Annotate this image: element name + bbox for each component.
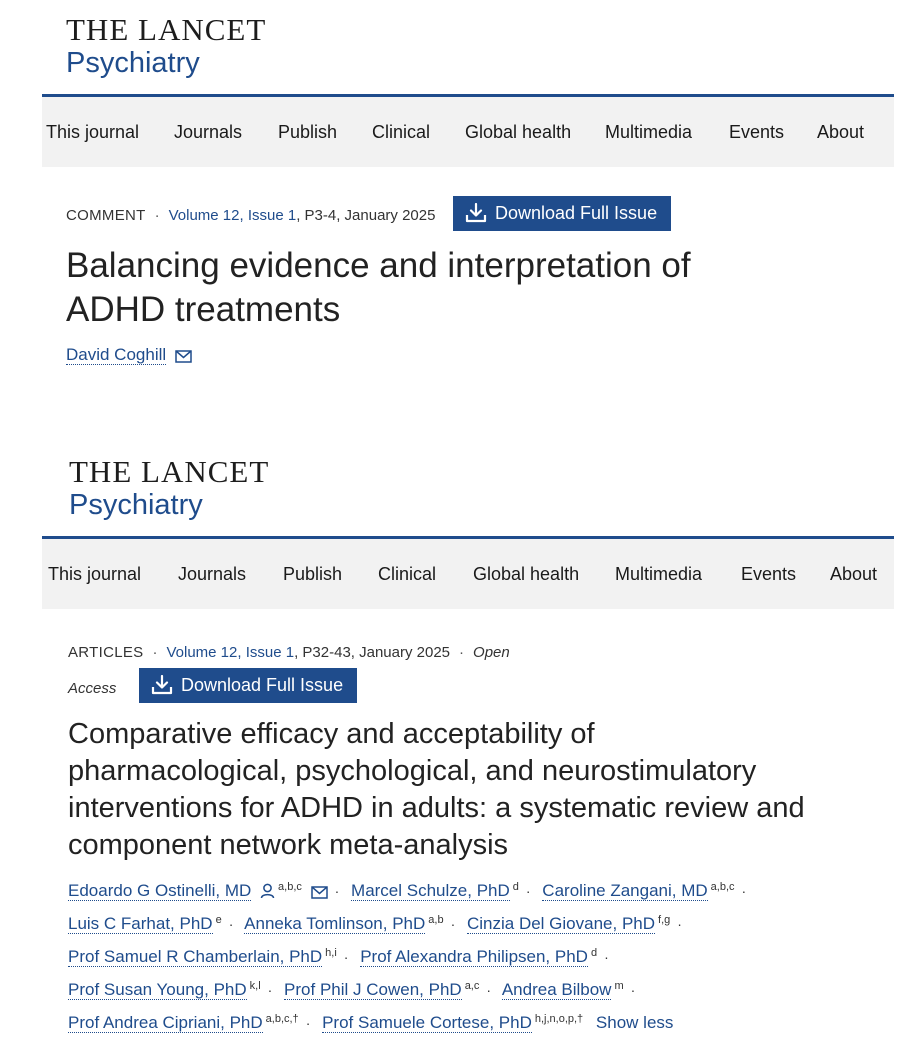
nav-global-health[interactable]: Global health xyxy=(465,122,572,142)
affiliation: a,c xyxy=(464,980,480,992)
affiliation: m xyxy=(614,980,624,992)
download-full-issue-button[interactable] xyxy=(453,196,671,231)
author-link[interactable]: Marcel Schulze, PhD xyxy=(351,881,510,900)
author-link[interactable]: Prof Alexandra Philipsen, PhD xyxy=(360,947,588,966)
nav-global-health[interactable]: Global health xyxy=(473,564,580,584)
nav-events[interactable]: Events xyxy=(741,564,797,584)
download-icon xyxy=(151,675,173,695)
logo-subtitle: Psychiatry xyxy=(69,489,203,521)
author-link[interactable]: David Coghill xyxy=(66,345,167,364)
author-link[interactable]: Prof Phil J Cowen, PhD xyxy=(284,980,462,999)
nav-multimedia[interactable]: Multimedia xyxy=(605,122,693,142)
author-link[interactable]: Prof Susan Young, PhD xyxy=(68,980,247,999)
affiliation: d xyxy=(590,947,598,959)
email-icon[interactable] xyxy=(311,886,328,899)
article-title: Comparative efficacy and acceptability of pharmacological, psychological, and neurostimulatory interventions for ADHD in adults: a systematic review and component network meta-analysis xyxy=(68,718,805,861)
pages-date: , P3-4, January 2025 xyxy=(296,207,436,224)
nav-events[interactable]: Events xyxy=(729,122,785,142)
author-link[interactable]: Caroline Zangani, MD xyxy=(542,881,708,900)
article-meta: ARTICLES · Volume 12, Issue 1, P32-43, January 2025 · Open xyxy=(68,644,510,661)
logo-title: THE LANCET xyxy=(66,12,267,47)
author-line: Edoardo G Ostinelli, MD $^{a,b,c}$ · Marcel Schulze, PhD $^d$ · Caroline Zangani, MD $^{a,b,c}$ · xyxy=(68,881,747,900)
logo-subtitle: Psychiatry xyxy=(66,47,200,79)
person-icon[interactable] xyxy=(260,883,275,899)
email-icon[interactable] xyxy=(175,350,192,363)
affiliation: a,b,c xyxy=(710,881,735,893)
nav-this-journal[interactable]: This journal xyxy=(46,122,140,142)
article-meta: COMMENT · Volume 12, Issue 1, P3-4, January 2025 xyxy=(66,207,436,224)
affiliation: h,i xyxy=(325,947,337,959)
volume-link[interactable]: Volume 12, Issue 1 xyxy=(168,207,297,224)
download-full-issue-button[interactable] xyxy=(139,668,357,703)
author-line: Prof Susan Young, PhD $^{k,l}$ · Prof Phil J Cowen, PhD $^{a,c}$ · Andrea Bilbow $^m$ · xyxy=(68,980,636,999)
nav-journals[interactable]: Journals xyxy=(174,122,243,142)
main-nav xyxy=(42,94,894,167)
nav-clinical[interactable]: Clinical xyxy=(378,564,437,584)
open-access-label: Open xyxy=(473,644,510,661)
open-access-label-cont: Access xyxy=(68,680,117,697)
affiliation: f,g xyxy=(658,914,671,926)
author-link[interactable]: Prof Samuel R Chamberlain, PhD xyxy=(68,947,323,966)
lancet-logo[interactable] xyxy=(66,14,266,78)
author-line: Prof Samuel R Chamberlain, PhD $^{h,i}$ · Prof Alexandra Philipsen, PhD $^d$ · xyxy=(68,947,609,966)
download-label: Download Full Issue xyxy=(495,203,658,223)
affiliation: e xyxy=(215,914,222,926)
affiliation: d xyxy=(512,881,519,893)
volume-link[interactable]: Volume 12, Issue 1 xyxy=(166,644,295,661)
lancet-logo[interactable] xyxy=(69,456,269,520)
author-link[interactable]: Cinzia Del Giovane, PhD xyxy=(466,914,656,933)
article-type: COMMENT xyxy=(66,207,146,224)
nav-journals[interactable]: Journals xyxy=(178,564,247,584)
affiliation: a,b xyxy=(428,914,444,926)
author-link[interactable]: Prof Samuele Cortese, PhD xyxy=(322,1013,532,1032)
author-list xyxy=(66,340,192,369)
article-type: ARTICLES xyxy=(68,644,144,661)
affiliation: h,j,n,o,p,† xyxy=(534,1013,584,1025)
nav-clinical[interactable]: Clinical xyxy=(372,122,431,142)
nav-publish[interactable]: Publish xyxy=(278,122,338,142)
author-line: Prof Andrea Cipriani, PhD $^{a,b,c,\dagger}$ · Prof Samuele Cortese, PhD $^{h,j,n,o,p,\dagger}$ Show less xyxy=(68,1013,674,1032)
author-link[interactable]: Edoardo G Ostinelli, MD xyxy=(68,881,252,900)
affiliation: k,l xyxy=(249,980,261,992)
download-icon xyxy=(465,203,487,223)
author-link[interactable]: Andrea Bilbow xyxy=(501,980,612,999)
affiliation: a,b,c,† xyxy=(265,1013,299,1025)
author-link[interactable]: Anneka Tomlinson, PhD xyxy=(244,914,426,933)
nav-about[interactable]: About xyxy=(817,122,865,142)
download-label: Download Full Issue xyxy=(181,675,344,695)
nav-this-journal[interactable]: This journal xyxy=(48,564,142,584)
nav-about[interactable]: About xyxy=(830,564,878,584)
author-link[interactable]: Prof Andrea Cipriani, PhD xyxy=(68,1013,263,1032)
nav-publish[interactable]: Publish xyxy=(283,564,343,584)
affiliation: a,b,c xyxy=(278,881,302,893)
logo-title: THE LANCET xyxy=(69,454,270,489)
author-list xyxy=(68,873,753,1038)
author-line: Luis C Farhat, PhD $^e$ · Anneka Tomlinson, PhD $^{a,b}$ · Cinzia Del Giovane, PhD $^{f,g}$ · xyxy=(68,914,682,933)
author-link[interactable]: Luis C Farhat, PhD xyxy=(68,914,213,933)
main-nav xyxy=(42,536,894,609)
show-less-link[interactable]: Show less xyxy=(595,1013,674,1032)
nav-multimedia[interactable]: Multimedia xyxy=(615,564,703,584)
pages-date: , P32-43, January 2025 xyxy=(294,644,451,661)
article-title: Balancing evidence and interpretation of ADHD treatments xyxy=(66,246,691,329)
